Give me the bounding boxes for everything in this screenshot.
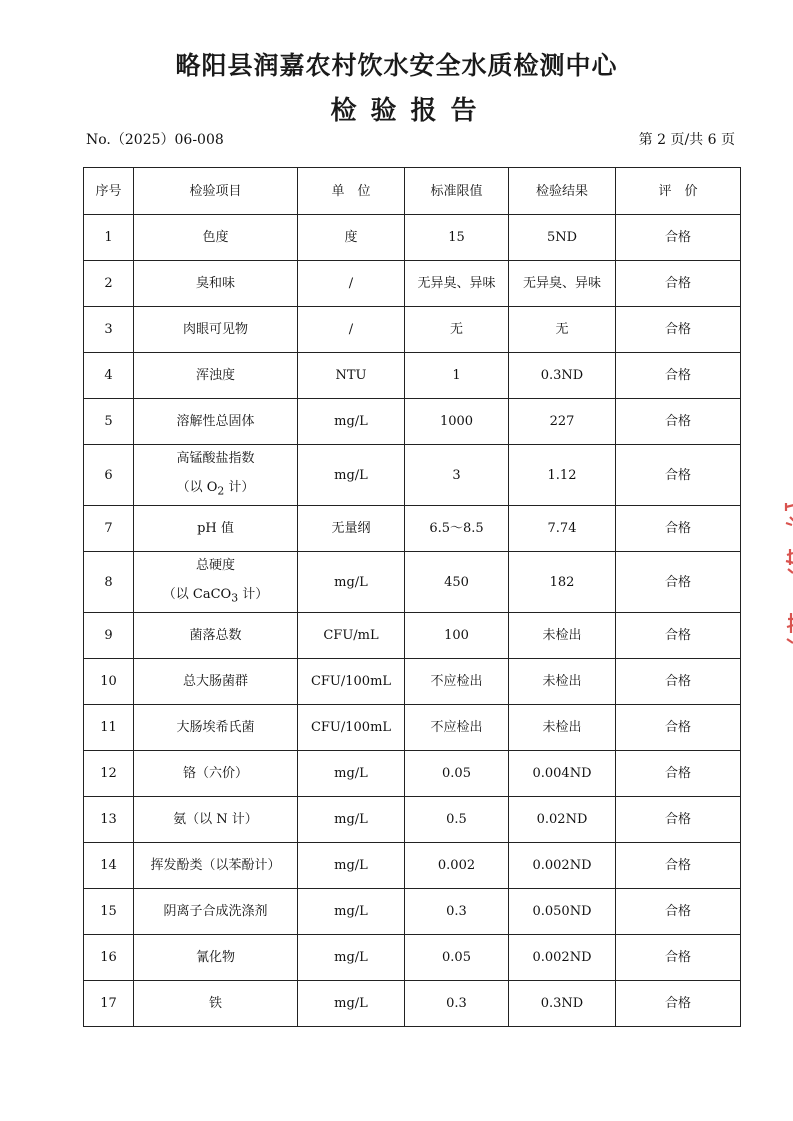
cell-item bbox=[134, 445, 298, 506]
cell-unit: 度 bbox=[298, 215, 405, 261]
cell-unit: mg/L bbox=[298, 889, 405, 935]
note-text: 计） bbox=[238, 587, 269, 603]
cell-item: 大肠埃希氏菌 bbox=[134, 705, 298, 751]
cell-limit: 100 bbox=[405, 613, 509, 659]
col-header-result: 检验结果 bbox=[509, 168, 616, 215]
cell-result: 0.3ND bbox=[509, 981, 616, 1027]
cell-eval: 合格 bbox=[616, 307, 741, 353]
cell-limit: 无 bbox=[405, 307, 509, 353]
cell-result: 无 bbox=[509, 307, 616, 353]
report-title: 检验报告 bbox=[330, 96, 491, 126]
table-row bbox=[84, 659, 741, 705]
cell-result: 0.02ND bbox=[509, 797, 616, 843]
note-text: （以 CaCO bbox=[162, 587, 232, 603]
cell-no: 12 bbox=[84, 751, 134, 797]
report-number: No.（2025）06-008 bbox=[86, 132, 224, 148]
cell-no: 5 bbox=[84, 399, 134, 445]
cell-no: 13 bbox=[84, 797, 134, 843]
cell-limit: 0.5 bbox=[405, 797, 509, 843]
cell-unit: CFU/100mL bbox=[298, 659, 405, 705]
cell-limit: 6.5～8.5 bbox=[405, 506, 509, 552]
cell-limit: 不应检出 bbox=[405, 659, 509, 705]
cell-unit: NTU bbox=[298, 353, 405, 399]
cell-unit: mg/L bbox=[298, 981, 405, 1027]
cell-item: 铬（六价） bbox=[134, 751, 298, 797]
cell-item: 阴离子合成洗涤剂 bbox=[134, 889, 298, 935]
cell-no: 10 bbox=[84, 659, 134, 705]
inspection-table bbox=[83, 167, 741, 1027]
table-row bbox=[84, 981, 741, 1027]
cell-result: 0.050ND bbox=[509, 889, 616, 935]
cell-item: 浑浊度 bbox=[134, 353, 298, 399]
note-subscript: 2 bbox=[217, 484, 225, 498]
cell-eval: 合格 bbox=[616, 445, 741, 506]
cell-no: 4 bbox=[84, 353, 134, 399]
cell-unit: / bbox=[298, 261, 405, 307]
table-row bbox=[84, 935, 741, 981]
cell-item: 铁 bbox=[134, 981, 298, 1027]
cell-no: 3 bbox=[84, 307, 134, 353]
cell-eval: 合格 bbox=[616, 705, 741, 751]
cell-unit: mg/L bbox=[298, 399, 405, 445]
cell-unit: mg/L bbox=[298, 445, 405, 506]
cell-item-main: 总硬度 bbox=[195, 558, 235, 574]
table-row bbox=[84, 889, 741, 935]
cell-item: 色度 bbox=[134, 215, 298, 261]
col-header-item: 检验项目 bbox=[134, 168, 298, 215]
cell-no: 7 bbox=[84, 506, 134, 552]
cell-unit: mg/L bbox=[298, 797, 405, 843]
cell-no: 6 bbox=[84, 445, 134, 506]
cell-unit: CFU/mL bbox=[298, 613, 405, 659]
cell-eval: 合格 bbox=[616, 751, 741, 797]
note-text: 计） bbox=[224, 480, 255, 496]
cell-item: 氨（以 N 计） bbox=[134, 797, 298, 843]
cell-limit: 0.05 bbox=[405, 751, 509, 797]
cell-item-note bbox=[136, 585, 295, 608]
table-row bbox=[84, 506, 741, 552]
cell-limit: 不应检出 bbox=[405, 705, 509, 751]
cell-limit: 0.3 bbox=[405, 889, 509, 935]
cell-result: 0.004ND bbox=[509, 751, 616, 797]
table-row bbox=[84, 751, 741, 797]
cell-limit: 0.002 bbox=[405, 843, 509, 889]
cell-no: 14 bbox=[84, 843, 134, 889]
col-header-no: 序号 bbox=[84, 168, 134, 215]
cell-unit: mg/L bbox=[298, 843, 405, 889]
cell-no: 16 bbox=[84, 935, 134, 981]
table-row bbox=[84, 353, 741, 399]
cell-result: 227 bbox=[509, 399, 616, 445]
cell-eval: 合格 bbox=[616, 613, 741, 659]
cell-eval: 合格 bbox=[616, 261, 741, 307]
cell-eval: 合格 bbox=[616, 935, 741, 981]
note-text: （以 O bbox=[176, 480, 218, 496]
cell-result: 7.74 bbox=[509, 506, 616, 552]
cell-item: 菌落总数 bbox=[134, 613, 298, 659]
cell-no: 11 bbox=[84, 705, 134, 751]
cell-unit: CFU/100mL bbox=[298, 705, 405, 751]
cell-result: 未检出 bbox=[509, 613, 616, 659]
table-row bbox=[84, 797, 741, 843]
cell-result: 未检出 bbox=[509, 659, 616, 705]
cell-eval: 合格 bbox=[616, 506, 741, 552]
red-seal-stamp bbox=[778, 495, 793, 655]
cell-item-note bbox=[136, 478, 295, 501]
cell-item: 挥发酚类（以苯酚计） bbox=[134, 843, 298, 889]
cell-limit: 0.05 bbox=[405, 935, 509, 981]
cell-limit: 450 bbox=[405, 552, 509, 613]
cell-eval: 合格 bbox=[616, 659, 741, 705]
cell-unit: mg/L bbox=[298, 935, 405, 981]
cell-no: 2 bbox=[84, 261, 134, 307]
cell-result: 182 bbox=[509, 552, 616, 613]
table-row bbox=[84, 843, 741, 889]
page-info: 第 2 页/共 6 页 bbox=[638, 132, 735, 148]
cell-no: 9 bbox=[84, 613, 134, 659]
cell-result: 无异臭、异味 bbox=[509, 261, 616, 307]
cell-result: 0.3ND bbox=[509, 353, 616, 399]
table-row bbox=[84, 445, 741, 506]
table-row bbox=[84, 215, 741, 261]
cell-limit: 1 bbox=[405, 353, 509, 399]
cell-eval: 合格 bbox=[616, 353, 741, 399]
table-row bbox=[84, 261, 741, 307]
cell-limit: 无异臭、异味 bbox=[405, 261, 509, 307]
cell-limit: 0.3 bbox=[405, 981, 509, 1027]
cell-unit: mg/L bbox=[298, 552, 405, 613]
cell-result: 0.002ND bbox=[509, 843, 616, 889]
cell-item-main: 高锰酸盐指数 bbox=[176, 451, 255, 467]
cell-item bbox=[134, 552, 298, 613]
cell-eval: 合格 bbox=[616, 797, 741, 843]
cell-item: 溶解性总固体 bbox=[134, 399, 298, 445]
cell-result: 5ND bbox=[509, 215, 616, 261]
cell-result: 未检出 bbox=[509, 705, 616, 751]
cell-limit: 1000 bbox=[405, 399, 509, 445]
col-header-eval: 评 价 bbox=[616, 168, 741, 215]
note-subscript: 3 bbox=[231, 591, 239, 605]
table-row bbox=[84, 552, 741, 613]
cell-no: 17 bbox=[84, 981, 134, 1027]
cell-no: 15 bbox=[84, 889, 134, 935]
cell-result: 1.12 bbox=[509, 445, 616, 506]
cell-no: 8 bbox=[84, 552, 134, 613]
cell-eval: 合格 bbox=[616, 215, 741, 261]
cell-item: pH 值 bbox=[134, 506, 298, 552]
cell-unit: / bbox=[298, 307, 405, 353]
cell-item: 臭和味 bbox=[134, 261, 298, 307]
cell-limit: 15 bbox=[405, 215, 509, 261]
cell-limit: 3 bbox=[405, 445, 509, 506]
col-header-unit: 单 位 bbox=[298, 168, 405, 215]
cell-item: 氰化物 bbox=[134, 935, 298, 981]
col-header-limit: 标准限值 bbox=[405, 168, 509, 215]
table-row bbox=[84, 705, 741, 751]
table-row bbox=[84, 307, 741, 353]
cell-unit: mg/L bbox=[298, 751, 405, 797]
cell-eval: 合格 bbox=[616, 552, 741, 613]
cell-item: 肉眼可见物 bbox=[134, 307, 298, 353]
org-title: 略阳县润嘉农村饮水安全水质检测中心 bbox=[175, 51, 618, 80]
cell-eval: 合格 bbox=[616, 843, 741, 889]
cell-eval: 合格 bbox=[616, 889, 741, 935]
table-header-row bbox=[84, 168, 741, 215]
table-row bbox=[84, 613, 741, 659]
cell-eval: 合格 bbox=[616, 399, 741, 445]
cell-result: 0.002ND bbox=[509, 935, 616, 981]
cell-eval: 合格 bbox=[616, 981, 741, 1027]
cell-no: 1 bbox=[84, 215, 134, 261]
cell-item: 总大肠菌群 bbox=[134, 659, 298, 705]
table-row bbox=[84, 399, 741, 445]
cell-unit: 无量纲 bbox=[298, 506, 405, 552]
